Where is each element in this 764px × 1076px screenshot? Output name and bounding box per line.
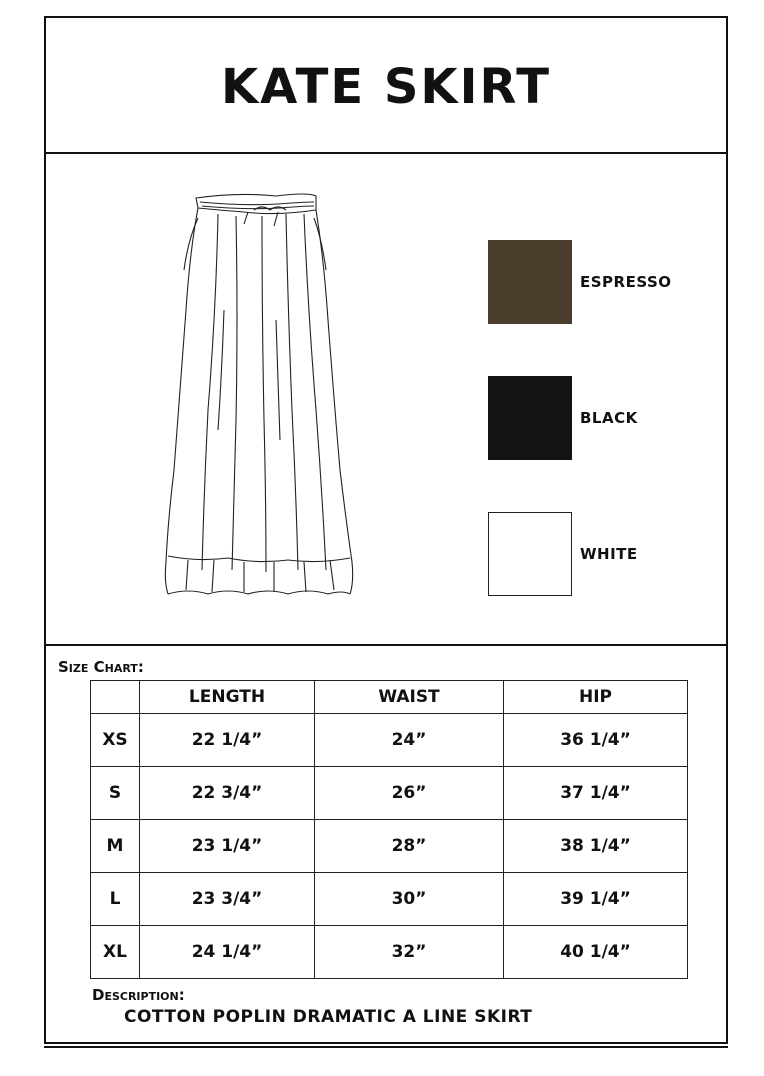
description-text: COTTON POPLIN DRAMATIC A LINE SKIRT (124, 1007, 533, 1027)
hip-cell: 36 1/4” (504, 714, 688, 767)
table-row (91, 873, 688, 926)
table-row (91, 926, 688, 979)
color-option-espresso (488, 240, 672, 324)
white-swatch (488, 512, 572, 596)
bottom-rule (44, 1046, 728, 1048)
table-row (91, 767, 688, 820)
length-cell: 23 3/4” (140, 873, 315, 926)
table-row (91, 714, 688, 767)
waist-cell: 32” (315, 926, 504, 979)
hip-cell: 37 1/4” (504, 767, 688, 820)
black-swatch (488, 376, 572, 460)
waist-cell: 24” (315, 714, 504, 767)
length-cell: 22 1/4” (140, 714, 315, 767)
page-title: KATE SKIRT (220, 59, 552, 115)
length-cell: 23 1/4” (140, 820, 315, 873)
espresso-swatch (488, 240, 572, 324)
color-label: WHITE (580, 545, 638, 563)
illustration-section (46, 152, 726, 646)
hip-cell: 38 1/4” (504, 820, 688, 873)
color-label: ESPRESSO (580, 273, 672, 291)
header-cell: LENGTH (140, 681, 315, 714)
header-cell: WAIST (315, 681, 504, 714)
size-chart-label: Size Chart: (58, 658, 144, 676)
length-cell: 22 3/4” (140, 767, 315, 820)
table-header-row (91, 681, 688, 714)
size-cell: M (91, 820, 140, 873)
skirt-illustration (158, 190, 394, 600)
length-cell: 24 1/4” (140, 926, 315, 979)
waist-cell: 28” (315, 820, 504, 873)
hip-cell: 40 1/4” (504, 926, 688, 979)
waist-cell: 26” (315, 767, 504, 820)
description-label: Description: (92, 986, 185, 1004)
size-cell: XS (91, 714, 140, 767)
title-section (46, 18, 726, 154)
size-cell: L (91, 873, 140, 926)
size-chart-table (90, 680, 688, 979)
size-cell: XL (91, 926, 140, 979)
spec-sheet (44, 16, 728, 1044)
color-option-white (488, 512, 638, 596)
color-option-black (488, 376, 638, 460)
waist-cell: 30” (315, 873, 504, 926)
table-row (91, 820, 688, 873)
size-cell: S (91, 767, 140, 820)
color-label: BLACK (580, 409, 638, 427)
header-cell (91, 681, 140, 714)
header-cell: HIP (504, 681, 688, 714)
hip-cell: 39 1/4” (504, 873, 688, 926)
